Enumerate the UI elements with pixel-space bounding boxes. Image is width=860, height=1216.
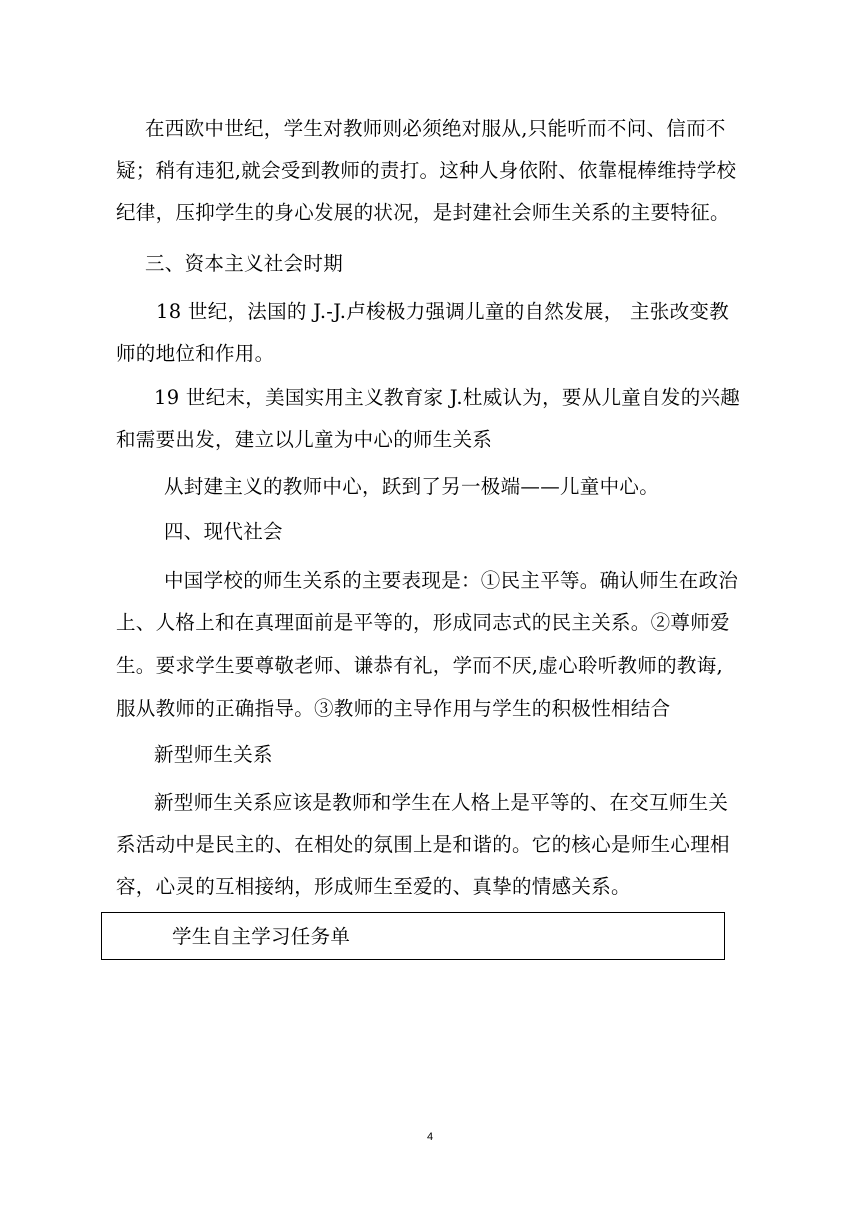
paragraph-line: 容，心灵的互相接纳，形成师生至爱的、真挚的情感关系。 [116, 875, 631, 898]
paragraph-line: 系活动中是民主的、在相处的氛围上是和谐的。它的核心是师生心理相 [116, 833, 730, 856]
paragraph-line: 和需要出发，建立以儿童为中心的师生关系 [116, 428, 493, 451]
paragraph-line: 疑；稍有违犯,就会受到教师的责打。这种人身依附、依靠棍棒维持学校 [116, 159, 737, 182]
section-heading: 三、资本主义社会时期 [145, 252, 344, 275]
task-sheet-box [101, 912, 725, 960]
paragraph-line: 中国学校的师生关系的主要表现是：①民主平等。确认师生在政治 [164, 569, 739, 592]
section-heading: 新型师生关系 [154, 743, 273, 766]
paragraph-line: 上、人格上和在真理面前是平等的，形成同志式的民主关系。②尊师爱 [116, 611, 730, 634]
section-heading: 四、现代社会 [164, 520, 283, 543]
paragraph-line: 纪律，压抑学生的身心发展的状况，是封建社会师生关系的主要特征。 [116, 201, 730, 224]
paragraph-line: 在西欧中世纪，学生对教师则必须绝对服从,只能听而不问、信而不 [145, 117, 726, 140]
paragraph-line: 生。要求学生要尊敬老师、谦恭有礼，学而不厌,虚心聆听教师的教诲, [116, 654, 723, 677]
task-sheet-label: 学生自主学习任务单 [172, 925, 351, 948]
paragraph-line: 师的地位和作用。 [116, 342, 275, 365]
paragraph-line: 从封建主义的教师中心，跃到了另一极端——儿童中心。 [164, 475, 660, 498]
paragraph-line: 服从教师的正确指导。③教师的主导作用与学生的积极性相结合 [116, 697, 671, 720]
page-number: 4 [426, 1131, 434, 1143]
paragraph-line: 19 世纪末，美国实用主义教育家 J.杜威认为，要从儿童自发的兴趣 [154, 386, 741, 409]
paragraph-line: 18 世纪，法国的 J.-J.卢梭极力强调儿童的自然发展， 主张改变教 [156, 300, 730, 323]
paragraph-line: 新型师生关系应该是教师和学生在人格上是平等的、在交互师生关 [154, 791, 729, 814]
